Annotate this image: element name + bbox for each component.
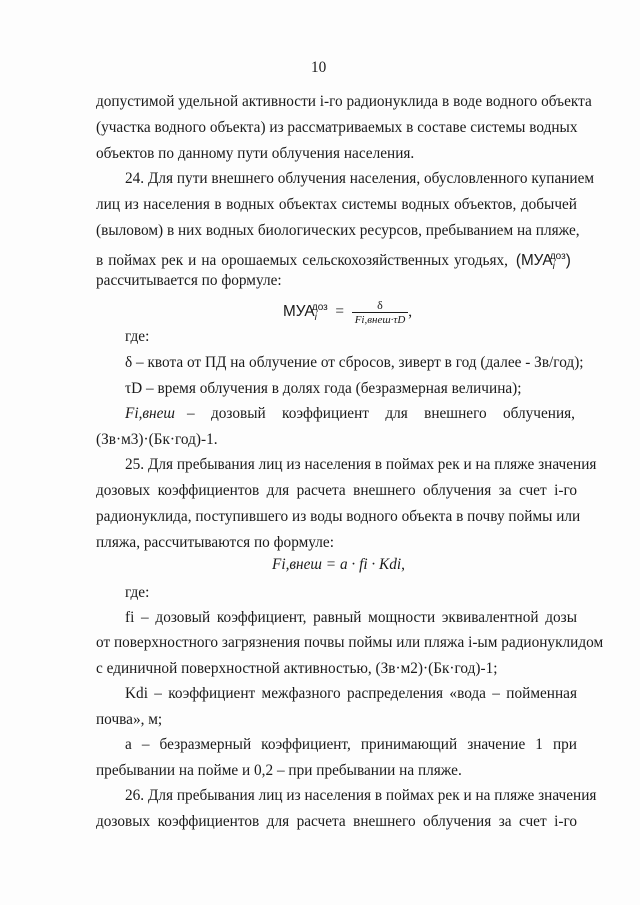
definition-f-units: (Зв·м3)·(Бк·год)-1. [96,431,218,448]
page-number: 10 [311,59,327,76]
paragraph-24-line: лиц из населения в водных объектах системы водных объектов, добычей [96,196,577,213]
paragraph-25-line: радионуклида, поступившего из воды водного объекта в почву поймы или [96,508,581,525]
paragraph-25-line: 25. Для пребывания лиц из населения в поймах рек и на пляже значения [125,456,597,473]
definition-delta: δ – квота от ПД на облучение от сбросов, зиверт в год (далее - Зв/год); [125,354,584,371]
paragraph-24-line: 24. Для пути внешнего облучения населения, обусловленного купанием [125,170,595,187]
definition-fi-line: fi – дозовый коэффициент, равный мощности эквивалентной дозы [125,609,577,626]
definition-a-line: пребывании на пойме и 0,2 – при пребывании на пляже. [96,762,462,779]
paragraph-line: допустимой удельной активности i-го радионуклида в воде водного объекта [96,93,592,110]
definition-a-line: a – безразмерный коэффициент, принимающий значение 1 при [125,736,577,753]
paragraph-25-line: дозовых коэффициентов для расчета внешнего облучения за счет i-го [96,482,577,499]
formula-f-vnesh: Fi,внеш = a · fi · Kdi, [272,556,405,573]
where-label: где: [125,328,150,345]
definition-f-line [125,405,577,423]
definition-f-symbol: Fi,внеш [125,405,175,422]
paragraph-25-line: пляжа, рассчитываются по формуле: [96,534,334,551]
paragraph-24-line: (выловом) в них водных биологических ресурсов, пребыванием на пляже, [96,222,580,239]
formula-denominator: Fi,внеш·τD [352,312,409,327]
paragraph-24-text: в поймах рек и на орошаемых сельскохозяйственных угодьях, [96,252,508,270]
paragraph-26-line: дозовых коэффициентов для расчета внешнего облучения за счет i-го [96,813,577,830]
where-label: где: [125,584,150,601]
formula-numerator: δ [377,297,383,312]
formula-mua: $МУА_i^{доз}$ = $\frac{\delta}{\text{Fi,внеш·τD}}$ , [283,297,413,326]
definition-k-line: Kdi – коэффициент межфазного распределения «вода – пойменная [125,685,577,702]
definition-f-text: – дозовый коэффициент для внешнего облучения, [187,405,575,422]
paragraph-26-line: 26. Для пребывания лиц из населения в поймах рек и на пляже значения [125,787,597,804]
definition-fi-line: с единичной поверхностной активностью, (Зв·м2)·(Бк·год)-1; [96,660,498,677]
paragraph-line: (участка водного объекта) из рассматриваемых в составе системы водных [96,119,578,136]
definition-tau: τD – время облучения в долях года (безразмерная величина); [125,380,522,397]
definition-k-line: почва», м; [96,711,163,728]
formula-fraction [352,299,409,327]
paragraph-line: объектов по данному пути облучения населения. [96,145,415,162]
definition-fi-line: от поверхностного загрязнения почвы поймы или пляжа i-ым радионуклидом [96,634,604,651]
mua-symbol: $МУА_i^{доз}$ [283,302,328,324]
paragraph-24-line: рассчитывается по формуле: [96,272,282,289]
mua-symbol-inline: $(МУА_i^{доз})$ [515,251,571,273]
